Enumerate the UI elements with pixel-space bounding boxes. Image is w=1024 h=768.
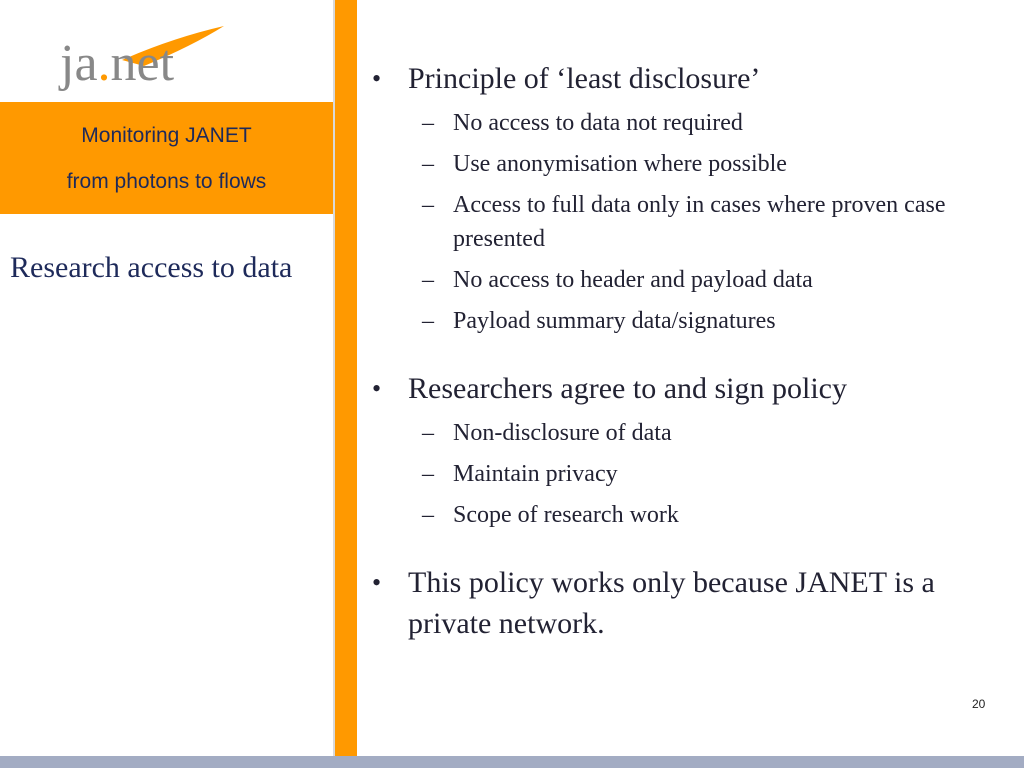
bullet-item	[372, 562, 1012, 644]
sub-bullet-item	[372, 188, 1012, 256]
sub-bullet-text: Non-disclosure of data	[453, 420, 672, 446]
sub-bullet-item	[372, 147, 1012, 181]
bullet-icon: •	[372, 568, 382, 597]
presentation-title-line2: from photons to flows	[66, 170, 267, 193]
sub-bullet-item	[372, 457, 1012, 491]
sub-bullet-item	[372, 416, 1012, 450]
sub-bullet-text: Access to full data only in cases where proven case presented	[453, 192, 946, 252]
sub-bullet-text: No access to data not required	[453, 110, 743, 136]
sub-bullet-text: Scope of research work	[453, 502, 679, 528]
sub-bullet-item	[372, 304, 1012, 338]
bullet-item	[372, 58, 1012, 99]
sub-bullet-text: Payload summary data/signatures	[453, 308, 776, 334]
footer-bar	[0, 756, 1024, 768]
bullet-text: Principle of ‘least disclosure’	[408, 62, 761, 95]
dash-icon: –	[422, 267, 434, 293]
logo-text-ja: ja	[60, 35, 98, 92]
svg-text:ja.net	[58, 35, 175, 92]
dash-icon: –	[422, 308, 434, 334]
sub-bullet-text: Use anonymisation where possible	[453, 151, 787, 177]
dash-icon: –	[422, 502, 434, 528]
dash-icon: –	[422, 461, 434, 487]
presentation-title-box	[0, 102, 333, 214]
dash-icon: –	[422, 110, 434, 136]
presentation-title-line1: Monitoring JANET	[81, 124, 252, 147]
logo-text-dot: .	[97, 35, 111, 92]
bullet-icon: •	[372, 374, 382, 403]
sub-bullet-item	[372, 263, 1012, 297]
logo-text-net: net	[110, 35, 175, 92]
janet-logo	[52, 18, 232, 98]
dash-icon: –	[422, 151, 434, 177]
orange-vertical-bar	[335, 0, 357, 756]
slide-section-heading: Research access to data	[10, 251, 293, 284]
sub-bullet-text: No access to header and payload data	[453, 267, 813, 293]
dash-icon: –	[422, 192, 434, 218]
bullet-icon: •	[372, 64, 382, 93]
bullet-item	[372, 368, 1012, 409]
sub-bullet-item	[372, 498, 1012, 532]
sub-bullet-item	[372, 106, 1012, 140]
slide-content	[372, 58, 1012, 644]
bullet-text: This policy works only because JANET is a private network.	[408, 566, 935, 640]
dash-icon: –	[422, 420, 434, 446]
page-number: 20	[972, 697, 986, 711]
bullet-text: Researchers agree to and sign policy	[408, 372, 847, 405]
sub-bullet-text: Maintain privacy	[453, 461, 618, 487]
